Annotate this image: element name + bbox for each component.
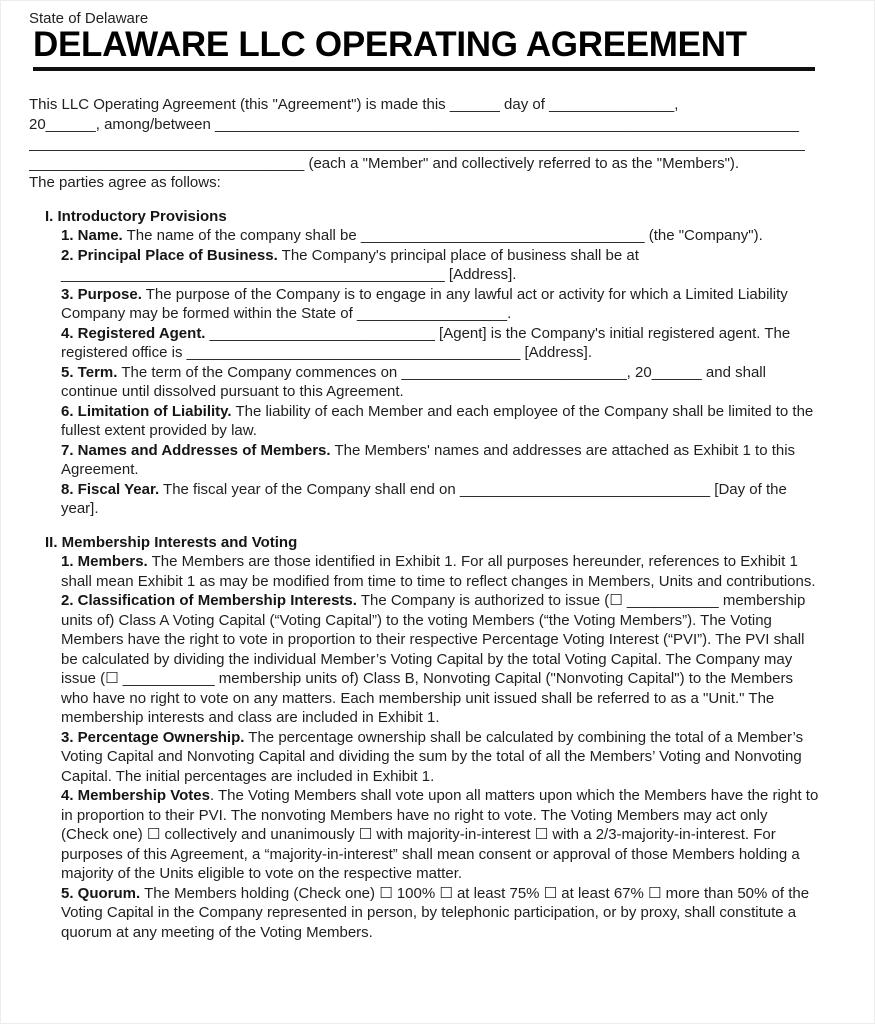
item-number: 4. Registered Agent. (61, 324, 206, 342)
page-title: DELAWARE LLC OPERATING AGREEMENT (33, 24, 747, 64)
item-number: 2. Principal Place of Business. (61, 246, 278, 264)
item-text: The fiscal year of the Company shall end on ______________________________ [Day of the year]. (61, 480, 787, 517)
item-text: The Members' names and addresses are attached as Exhibit 1 to this Agreement. (61, 441, 796, 478)
agreement-item (61, 441, 819, 480)
title-divider (33, 67, 815, 71)
intro-line: _____________________________________________________________________________________________ (29, 135, 805, 152)
item-text: The name of the company shall be __________________________________ (the "Company"). (122, 227, 763, 244)
item-text: The purpose of the Company is to engage in any lawful act or activity for which a Limited Liability Company may be formed within the State of __________________. (61, 285, 788, 322)
item-text: . The Voting Members shall vote upon all matters upon which the Members have the right to in proportion to their PVI. The nonvoting Members have no right to vote. The Voting Members may act only (Check one) ☐ collectively and unanimously ☐ with majority-in-interest ☐ with a 2/3-majority-in-interest. For purposes of this Agreement, a “majority-in-interest” shall mean consent or approval of those Members holding a majority of the Units eligible to vote on the respective matter. (61, 787, 819, 882)
item-number: 1. Members. (61, 553, 148, 570)
item-text: The Members are those identified in Exhibit 1. For all purposes hereunder, references to Exhibit 1 shall mean Exhibit 1 as may be modified from time to time to reflect changes in Members, Units and contributions. (61, 553, 816, 590)
item-text: The term of the Company commences on ___________________________, 20______ and shall continue until dissolved pursuant to this Agreement. (61, 363, 766, 400)
state-label: State of Delaware (29, 10, 149, 27)
agreement-section (29, 533, 819, 943)
agreement-item (61, 402, 819, 441)
agreement-item (61, 324, 819, 363)
item-number: 5. Quorum. (61, 884, 141, 902)
agreement-item (61, 728, 819, 787)
item-text: The Members holding (Check one) ☐ 100% ☐ at least 75% ☐ at least 67% ☐ more than 50% of the Voting Capital in the Company represented in person, by telephonic participation, or by proxy, shall constitute a quorum at any meeting of the Voting Members. (61, 884, 810, 941)
agreement-item (61, 480, 819, 519)
intro-line: This LLC Operating Agreement (this "Agreement") is made this ______ day of _______________, (29, 96, 679, 113)
item-text: The percentage ownership shall be calculated by combining the total of a Member’s Voting Capital and Nonvoting Capital and dividing the sum by the total of all the Members’ Voting and Nonvoting Capital. The initial percentages are included in Exhibit 1. (61, 728, 804, 785)
intro-line: The parties agree as follows: (29, 174, 221, 191)
item-number: 7. Names and Addresses of Members. (61, 441, 331, 459)
agreement-item (61, 591, 819, 728)
item-number: 3. Purpose. (61, 285, 142, 303)
section-heading: I. Introductory Provisions (45, 207, 227, 225)
item-number: 4. Membership Votes (61, 787, 210, 804)
agreement-section (29, 207, 819, 519)
item-number: 1. Name. (61, 227, 123, 244)
item-number: 2. Classification of Membership Interests. (61, 592, 357, 609)
agreement-item (61, 226, 819, 246)
intro-paragraph (29, 95, 819, 193)
agreement-item (61, 884, 819, 943)
item-number: 3. Percentage Ownership. (61, 728, 245, 746)
item-text: The Company is authorized to issue (☐ ___________ membership units of) Class A Voting Capital (“Voting Capital”) to the voting Members (“the Voting Members”). The Voting Members have the right to vote in proportion to their respective Percentage Voting Interest (“PVI”). The PVI shall be calculated by dividing the individual Member’s Voting Capital by the total Voting Capital. The Company may issue (☐ ___________ membership units of) Class B, Nonvoting Capital ("Nonvoting Capital") to the Members who have no right to vote on any matters. Each membership unit issued shall be referred to as a "Unit." The membership interests and class are included in Exhibit 1. (61, 592, 806, 726)
agreement-item (61, 246, 819, 285)
item-text: ___________________________ [Agent] is the Company's initial registered agent. The registered office is ________________________________________ [Address]. (61, 324, 791, 361)
agreement-item (61, 786, 819, 884)
agreement-item (61, 363, 819, 402)
item-number: 6. Limitation of Liability. (61, 402, 232, 420)
agreement-item (61, 285, 819, 324)
intro-line: 20______, among/between ______________________________________________________________________ (29, 115, 799, 133)
sections (29, 207, 819, 943)
agreement-item (61, 552, 819, 591)
item-text: The Company's principal place of business shall be at ______________________________________________ [Address]. (61, 246, 639, 283)
intro-line: _________________________________ (each a "Member" and collectively referred to as the "Members"). (29, 154, 740, 172)
item-number: 5. Term. (61, 363, 118, 381)
section-heading: II. Membership Interests and Voting (45, 533, 298, 551)
item-number: 8. Fiscal Year. (61, 480, 160, 498)
item-text: The liability of each Member and each employee of the Company shall be limited to the fullest extent provided by law. (61, 402, 814, 439)
